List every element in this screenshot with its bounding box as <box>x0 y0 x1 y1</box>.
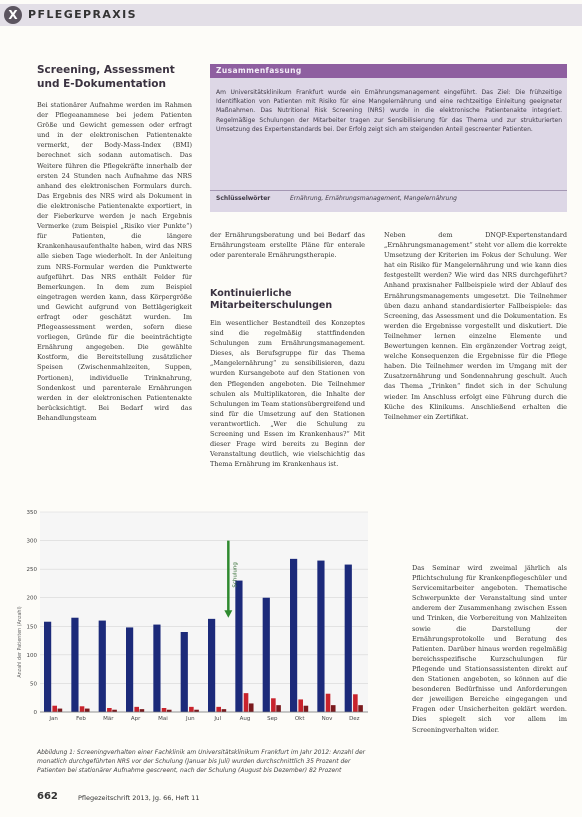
y-tick-label: 200 <box>26 595 37 602</box>
x-tick-label: Jan <box>49 716 58 722</box>
x-tick-label: Feb <box>76 716 86 722</box>
bar <box>326 694 331 712</box>
x-tick-label: Mai <box>158 716 168 722</box>
body-column-2: der Ernährungsberatung und bei Bedarf das Ernährungsteam erstellte Pläne für enterale oder parenterale Ernährungstherapie. <box>210 231 365 260</box>
y-tick-label: 100 <box>26 652 37 659</box>
section-title: PFLEGEPRAXIS <box>28 8 137 21</box>
bar <box>235 581 242 712</box>
y-tick-label: 350 <box>26 510 37 516</box>
journal-reference: Pflegezeitschrift 2013, Jg. 66, Heft 11 <box>78 794 200 802</box>
x-tick-label: Mär <box>103 716 114 722</box>
y-axis-label: Anzahl der Patienten (Anzahl) <box>18 606 23 678</box>
bar <box>271 698 276 712</box>
bar <box>107 708 112 712</box>
x-tick-label: Jul <box>214 716 221 722</box>
bar <box>99 621 106 712</box>
body-column-1: Bei stationärer Aufnahme werden im Rahmen der Pflegeanamnese bei jedem Patienten Größe und Gewicht gemessen oder erfragt und in der elektronischen Patientenakte vermerkt, der Body-Mass-Index (BMI) berechnet sich sodann automatisch. Das Weitere führen die Pflegekräfte innerhalb der ersten 24 Stunden nach Aufnahme das NRS anhand des elektronischen Formulars durch. Das Ergebnis des NRS wird als Dokument in die elektronische Patientenakte exportiert, in der Fieberkurve werden je nach Ergebnis Vermerke (zum Beispiel „Risiko vier Punkte“) für Patienten, die längere Krankenhausaufenthalte haben, wird das NRS alle sieben Tage wiederholt. In der Anleitung zum NRS-Formular werden die Punktwerte aufgeführt. Das NRS enthält Felder für Bemerkungen. In dem zum Beispiel eingetragen werden kann, dass Körpergröße und Gewicht aufgrund von Bettlägerigkeit erfragt oder geschätzt wurden. Im Pflegeassessment werden, sofern diese vorliegen, Gründe für die beeinträchtigte Ernährung angegeben. Die gewählte Kostform, die Bereitstellung zusätzlicher Speisen (Zwischenmahlzeiten, Suppen, Portionen), individuelle Trinknahrung, Sondenkost und parenterale Ernährungen werden in der elektronischen Patientenakte berücksichtigt. Bei Bedarf wird das Behandlungsteam <box>37 101 192 422</box>
page-number: 662 <box>37 791 58 802</box>
bar <box>140 709 145 712</box>
x-tick-label: Apr <box>130 716 141 722</box>
figure-caption: Abbildung 1: Screeningverhalten einer Fachklinik am Universitätsklinikum Frankfurt im Jahr 2012: Anzahl der monatlich durchgeführten NRS vor der Schulung (Januar bis Juli) wurden durchschnittlich 35 Prozent der Patienten bei stationärer Aufnahme gescreent, nach der Schulung (August bis Dezember) 82 Prozent <box>37 749 366 774</box>
body-column-3: Neben dem DNQP-Expertenstandard „Ernährungsmanagement“ steht vor allem die korrekte Umsetzung der Kriterien im Fokus der Schulung. Wer hat ein Risiko für Mangelernährung und wie kann dies festgestellt werden? Wie wird das NRS durchgeführt? Anhand praxisnaher Fallbeispiele wird der Ablauf des Ernährungsmanagements umgesetzt. Die Teilnehmer üben dazu anhand standardisierter Fallbeispiele: das Screening, das Assessment und die Dokumentation. Es werden die Ergebnisse vorgestellt und diskutiert. Die Teilnehmer lernen einzelne Elemente und Bewertungen kennen. Ein ergänzender Vortrag zeigt, welche Konsequenzen die Ergebnisse für die Pflege haben. Die Teilnehmer werden im Umgang mit der Zusatzernährung und Sondennahrung geschult. Auch das Thema „Trinken“ findet sich in der Schulung wieder. Im Anschluss erfolgt eine Führung durch die Küche des Klinikums. Anschließend erhalten die Teilnehmer ein Zertifikat. <box>384 231 567 421</box>
y-tick-label: 150 <box>26 624 37 631</box>
bar <box>358 705 363 712</box>
summary-divider <box>210 190 567 191</box>
bar <box>244 693 249 712</box>
bar <box>126 627 133 712</box>
bar <box>71 618 78 712</box>
schulung-annotation: Schulung <box>232 562 239 588</box>
bar <box>290 559 297 712</box>
bar <box>263 598 270 712</box>
keywords-text: Ernährung, Ernährungsmanagement, Mangelernährung <box>290 195 457 202</box>
y-tick-label: 250 <box>26 567 37 574</box>
body-column-2-continued: Ein wesentlicher Bestandteil des Konzeptes sind die regelmäßig stattfindenden Schulungen zum Ernährungsmanagement. Dieses, als Berufsgruppe für das Thema „Mangelernährung“ zu sensibilisieren, dazu wurden Kursangebote auf den Stationen von den Pflegenden angeboten. Die Teilnehmer schulen als Multiplikatoren, die Inhalte der Schulungen im Team stationsübergreifend und sind für die Umsetzung auf den Stationen verantwortlich. „Wer die Schulung zu Screening und Essen im Krankenhaus?“ Mit dieser Frage wird bereits zu Beginn der Veranstaltung deutlich, wie vielschichtig das Thema Ernährung im Krankenhaus ist. <box>210 319 365 469</box>
x-tick-label: Aug <box>239 716 251 722</box>
bar <box>52 706 57 712</box>
bar <box>58 709 63 712</box>
summary-title: Zusammenfassung <box>216 66 302 75</box>
article-heading: Screening, Assessment und E-Dokumentation <box>37 64 175 90</box>
x-tick-label: Okt <box>294 716 305 722</box>
bar <box>249 703 254 712</box>
bar <box>181 632 188 712</box>
bar <box>134 707 139 712</box>
bar <box>345 565 352 712</box>
body-column-3-continued: Das Seminar wird zweimal jährlich als Pflichtschulung für Krankenpflegeschüler und Servicemitarbeiter angeboten. Thematische Schwerpunkte der Veranstaltung sind unter anderem der Zusammenhang zwischen Essen und Trinken, die Vorbereitung von Mahlzeiten sowie die Darstellung der Ernährungsprotokolle und Beratung des Patienten. Darüber hinaus werden regelmäßig bereichsspezifische Kurzschulungen für Pflegende und Stationsassistenten direkt auf den Stationen angeboten, so können auf die besonderen Bedürfnisse und Anforderungen der jeweiligen Bereiche eingegangen und Fragen oder Unsicherheiten geklärt werden. Dies spiegelt sich vor allem im Screeningverhalten wider. <box>412 564 567 734</box>
y-tick-label: 0 <box>33 710 37 716</box>
bar <box>162 708 167 712</box>
x-tick-label: Sep <box>267 716 278 722</box>
bar <box>298 699 303 712</box>
bar <box>222 709 227 712</box>
bar <box>216 707 221 712</box>
bar <box>353 694 358 712</box>
bar <box>304 706 309 712</box>
y-tick-label: 50 <box>30 681 37 688</box>
bar <box>85 709 90 712</box>
section-subheading: Kontinuierliche Mitarbeiterschulungen <box>210 288 333 311</box>
y-tick-label: 300 <box>26 538 37 545</box>
summary-text: Am Universitätsklinikum Frankfurt wurde ein Ernährungsmanagement eingeführt. Das Ziel: Die frühzeitige Identifikation von Patienten mit Risiko für eine Mangelernährung und eine rechtzeitige Einleitung geeigneter Maßnahmen. Das Nutritional Risk Screening (NRS) wurde in die elektronische Patientenakte integriert. Regelmäßige Schulungen der Mitarbeiter tragen zur Sensibilisierung für das Thema und zur strukturierten Umsetzung des Expertenstandards bei. Der Erfolg zeigt sich am steigenden Anteil gescreenter Patienten. <box>216 89 562 133</box>
x-tick-label: Jun <box>186 716 195 722</box>
section-badge-icon: X <box>4 6 22 24</box>
bar <box>189 707 194 712</box>
x-tick-label: Dez <box>349 716 360 722</box>
bar <box>80 706 85 712</box>
bar <box>276 705 281 712</box>
keywords-label: Schlüsselwörter <box>216 195 271 202</box>
bar <box>153 625 160 712</box>
x-tick-label: Nov <box>321 716 333 722</box>
screening-bar-chart <box>14 506 374 746</box>
bar <box>44 622 51 712</box>
bar <box>317 561 324 712</box>
bar <box>208 619 215 712</box>
bar <box>331 705 336 712</box>
